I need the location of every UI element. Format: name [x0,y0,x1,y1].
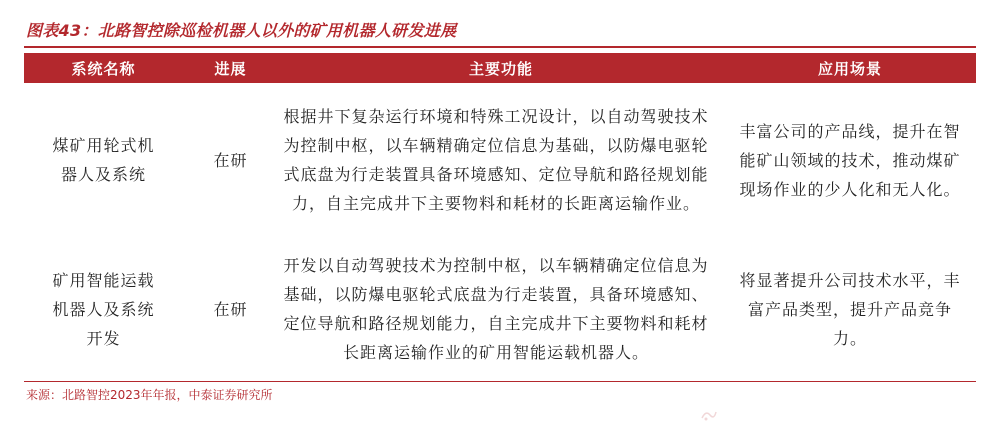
header-application-scene: 应用场景 [724,53,976,83]
table-row [24,237,976,381]
table-row [24,83,976,237]
watermark-icon [700,408,718,422]
figure-title: 图表43：北路智控除巡检机器人以外的矿用机器人研发进展 [26,21,457,40]
title-divider [24,46,976,48]
table-bottom-divider [24,381,976,382]
header-main-function: 主要功能 [278,53,724,83]
cell-main-function: 开发以自动驾驶技术为控制中枢，以车辆精确定位信息为基础，以防爆电驱轮式底盘为行走装置，具备环境感知、定位导航和路径规划能力，自主完成井下主要物料和耗材长距离运输作业的矿用智能运载机器人。 [283,256,709,362]
robot-progress-table [24,53,976,381]
cell-progress: 在研 [213,299,248,319]
table-header-row [24,53,976,83]
cell-application-scene: 将显著提升公司技术水平，丰富产品类型，提升产品竞争力。 [739,270,961,348]
cell-main-function: 根据井下复杂运行环境和特殊工况设计，以自动驾驶技术为控制中枢，以车辆精确定位信息为基础，以防爆电驱轮式底盘为行走装置具备环境感知、定位导航和路径规划能力，自主完成井下主要物料和耗材的长距离运输作业。 [283,107,709,213]
source-note: 来源：北路智控2023年年报，中泰证券研究所 [26,388,273,402]
header-system-name: 系统名称 [24,53,183,83]
cell-application-scene: 丰富公司的产品线，提升在智能矿山领域的技术，推动煤矿现场作业的少人化和无人化。 [739,121,961,199]
cell-system-name: 煤矿用轮式机器人及系统 [52,136,155,184]
header-progress: 进展 [183,53,278,83]
cell-progress: 在研 [213,150,248,170]
cell-system-name: 矿用智能运载机器人及系统开发 [52,270,155,348]
